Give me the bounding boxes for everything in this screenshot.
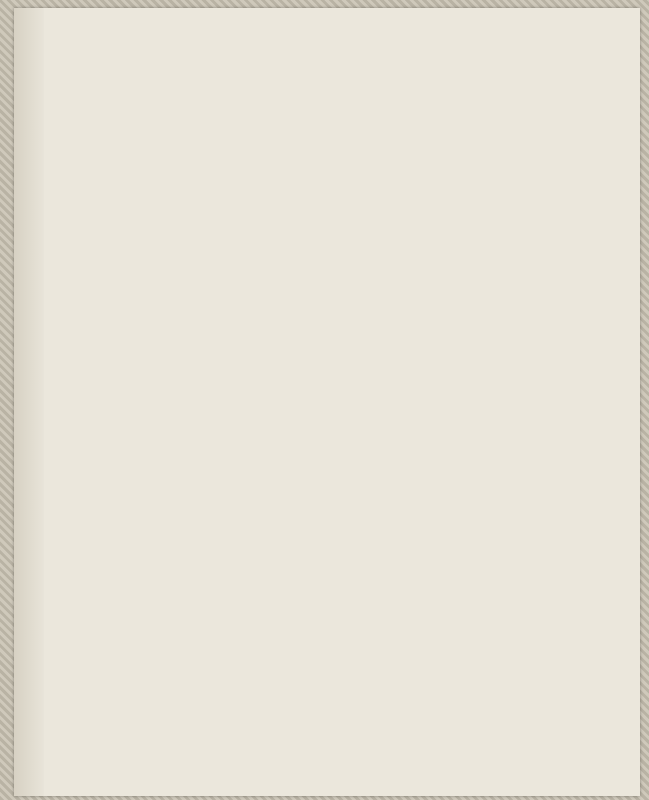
book-page [14,8,640,796]
text-block [14,8,640,796]
